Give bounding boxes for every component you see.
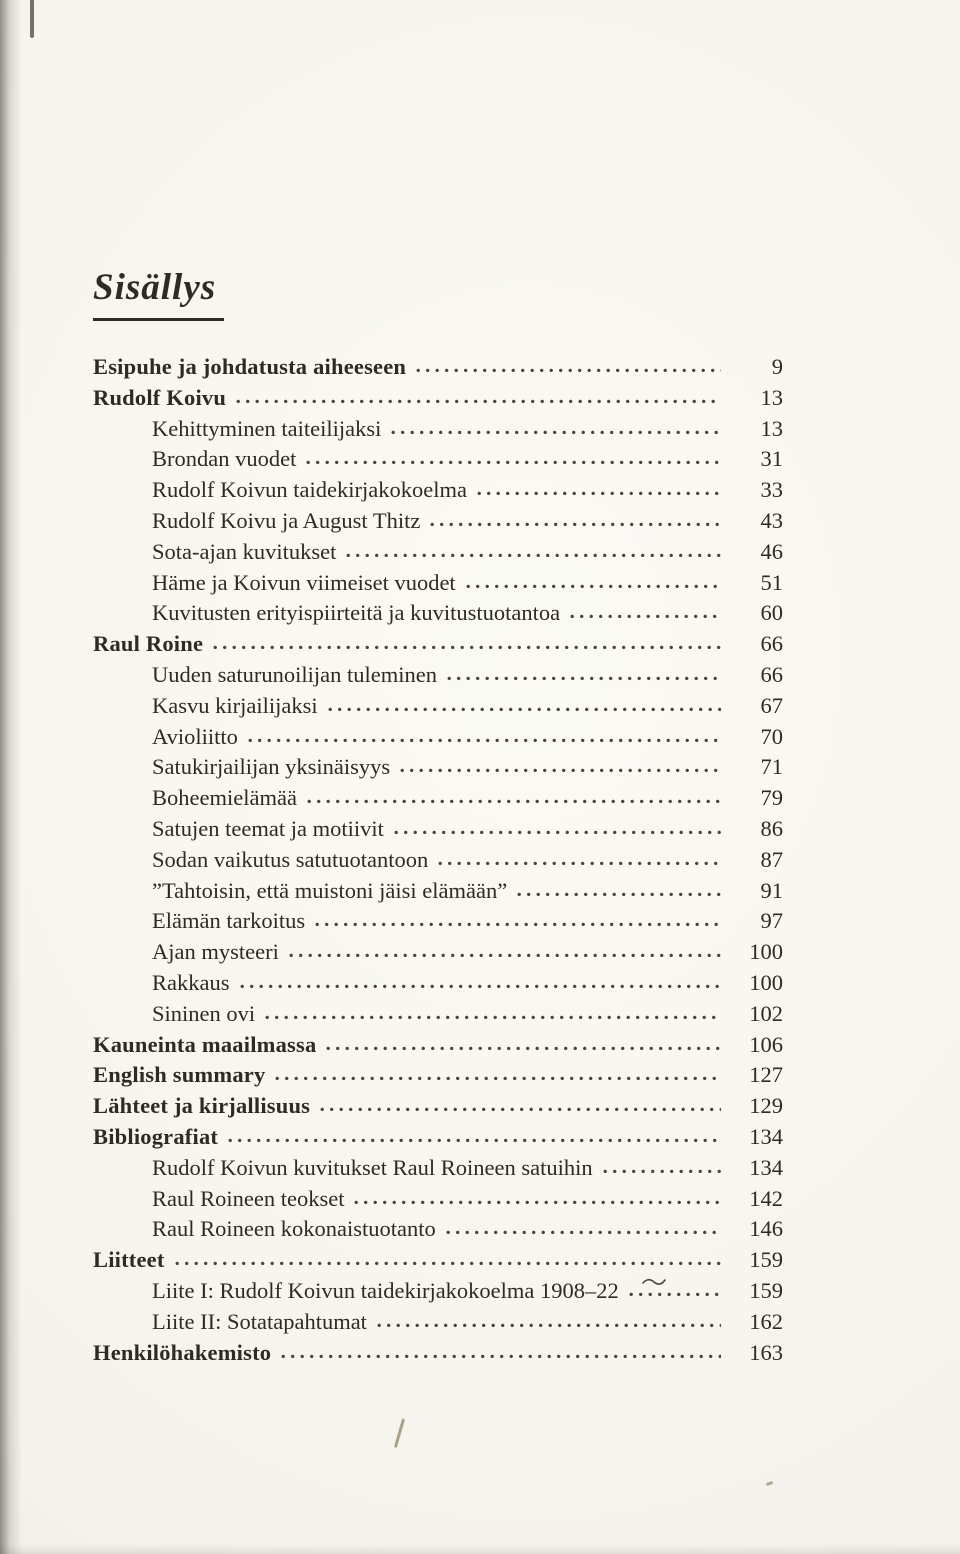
dot-leader [629,1290,721,1298]
toc-entry-label: Sodan vaikutus satutuotantoon [152,846,429,872]
toc-entry [93,999,783,1030]
toc-entry-page: 71 [760,754,783,780]
toc-entry [93,1060,783,1091]
toc-entry-page: 87 [760,846,783,872]
page-title: Sisällys [93,266,224,321]
toc-entry-page: 13 [760,415,783,441]
toc-entry [93,1122,783,1153]
toc-entry-label: Raul Roine [93,631,204,657]
toc-entry-page: 142 [749,1185,783,1211]
toc-entry-label: Esipuhe ja johdatusta aiheeseen [93,354,407,379]
toc-entry-label: Kuvitusten erityispiirteitä ja kuvitustuotantoa [152,600,561,626]
dot-leader [354,1198,721,1206]
toc-entry [93,783,783,814]
toc-entry-label: English summary [93,1062,266,1088]
toc-entry-label: Kauneinta maailmassa [93,1031,317,1057]
toc-entry-page: 163 [749,1339,783,1365]
toc-entry-label: ”Tahtoisin, että muistoni jäisi elämään” [152,877,508,903]
dot-leader [416,366,721,374]
toc-entry-page: 162 [749,1308,783,1334]
toc-entry-label: Brondan vuodet [152,446,297,472]
dot-leader [603,1167,721,1175]
toc-entry-page: 97 [760,908,783,934]
toc-entry-page: 13 [760,384,783,410]
toc-entry-page: 51 [760,569,783,595]
dot-leader [570,612,721,620]
toc-entry [93,568,783,599]
scan-artifact [30,0,34,38]
dot-leader [394,828,721,836]
toc-entry-label: Elämän tarkoitus [152,908,306,934]
toc-entry-page: 43 [760,507,783,533]
stray-mark [766,1481,774,1486]
toc-entry [93,598,783,629]
toc-entry-page: 100 [749,939,783,965]
toc-entry [93,906,783,937]
toc-entry-label: Henkilöhakemisto [93,1339,272,1365]
toc-entry-page: 46 [760,538,783,564]
toc-entry [93,814,783,845]
toc-entry-label: Bibliografiat [93,1123,219,1149]
toc-entry [93,475,783,506]
toc-entry-page: 60 [760,600,783,626]
toc-entry [93,1276,783,1307]
toc-entry-label: Rudolf Koivu [93,384,227,410]
toc-entry-page: 66 [760,631,783,657]
dot-leader [377,1321,721,1329]
toc-entry-label: Rudolf Koivu ja August Thitz [152,507,421,533]
toc-entry [93,1030,783,1061]
toc-entry [93,1338,783,1369]
toc-entry-label: Boheemielämää [152,785,297,811]
toc-entry-label: Avioliitto [152,723,238,749]
toc-entry [93,414,783,445]
dot-leader [326,1044,721,1052]
dot-leader [400,766,721,774]
dot-leader [236,397,721,405]
dot-leader [275,1074,721,1082]
toc-entry-page: 102 [749,1000,783,1026]
toc-entry-label: Lähteet ja kirjallisuus [93,1093,311,1119]
dot-leader [430,520,721,528]
toc-entry [93,1184,783,1215]
toc-entry-page: 70 [760,723,783,749]
toc-entry-label: Satukirjailijan yksinäisyys [152,754,391,780]
toc-entry-page: 159 [749,1277,783,1303]
toc-entry [93,937,783,968]
toc-entry [93,968,783,999]
toc-entry [93,1091,783,1122]
table-of-contents [93,352,783,1368]
dot-leader [315,920,721,928]
toc-entry [93,752,783,783]
toc-entry-page: 146 [749,1216,783,1242]
dot-leader [265,1013,721,1021]
scan-edge-shadow [0,0,22,1554]
dot-leader [328,705,721,713]
toc-entry-label: Sota-ajan kuvitukset [152,538,337,564]
toc-entry [93,845,783,876]
toc-entry-label: Kasvu kirjailijaksi [152,692,318,718]
toc-entry-label: Liite I: Rudolf Koivun taidekirjakokoelma 1908–22 [152,1277,619,1303]
toc-entry-label: Kehittyminen taiteilijaksi [152,415,382,441]
dot-leader [391,428,721,436]
toc-entry [93,1245,783,1276]
dot-leader [213,643,721,651]
dot-leader [320,1105,721,1113]
toc-entry [93,629,783,660]
dot-leader [517,890,721,898]
toc-entry-page: 134 [749,1154,783,1180]
toc-entry-page: 134 [749,1123,783,1149]
dot-leader [306,458,721,466]
toc-entry-page: 66 [760,661,783,687]
toc-entry-label: Rudolf Koivun kuvitukset Raul Roineen satuihin [152,1154,593,1180]
dot-leader [281,1352,721,1360]
dot-leader [175,1259,721,1267]
toc-entry-label: Satujen teemat ja motiivit [152,815,384,841]
dot-leader [248,736,721,744]
toc-entry-label: Uuden saturunoilijan tuleminen [152,661,437,687]
toc-entry [93,1153,783,1184]
toc-entry [93,691,783,722]
toc-entry-label: Liite II: Sotatapahtumat [152,1308,367,1334]
toc-entry-label: Rakkaus [152,969,230,995]
dot-leader [346,551,721,559]
toc-entry-label: Ajan mysteeri [152,939,279,965]
handwritten-correction-mark [642,1276,666,1286]
stray-pen-mark [394,1418,405,1448]
dot-leader [447,674,721,682]
toc-entry-page: 159 [749,1247,783,1273]
dot-leader [307,797,721,805]
scan-edge-shadow-bottom [0,1544,960,1554]
dot-leader [477,489,721,497]
dot-leader [446,1228,721,1236]
toc-entry [93,383,783,414]
toc-entry [93,660,783,691]
toc-entry-page: 91 [760,877,783,903]
toc-entry-page: 129 [749,1093,783,1119]
toc-entry [93,352,783,383]
toc-entry [93,1214,783,1245]
dot-leader [438,859,721,867]
toc-entry-label: Raul Roineen teokset [152,1185,345,1211]
toc-entry-page: 86 [760,815,783,841]
toc-entry-page: 127 [749,1062,783,1088]
toc-entry-label: Häme ja Koivun viimeiset vuodet [152,569,456,595]
toc-entry-page: 79 [760,785,783,811]
toc-entry-page: 67 [760,692,783,718]
toc-entry [93,1307,783,1338]
toc-entry-label: Raul Roineen kokonaistuotanto [152,1216,436,1242]
dot-leader [228,1136,721,1144]
toc-entry-page: 106 [749,1031,783,1057]
toc-entry-page: 9 [771,354,783,379]
toc-entry-page: 100 [749,969,783,995]
toc-entry [93,444,783,475]
dot-leader [240,982,722,990]
dot-leader [289,951,721,959]
toc-entry-label: Sininen ovi [152,1000,256,1026]
toc-entry-label: Liitteet [93,1247,165,1273]
toc-entry [93,506,783,537]
toc-entry [93,876,783,907]
toc-entry [93,722,783,753]
dot-leader [466,582,721,590]
toc-entry-label: Rudolf Koivun taidekirjakokoelma [152,477,467,503]
toc-entry-page: 33 [760,477,783,503]
toc-entry [93,537,783,568]
toc-entry-page: 31 [760,446,783,472]
